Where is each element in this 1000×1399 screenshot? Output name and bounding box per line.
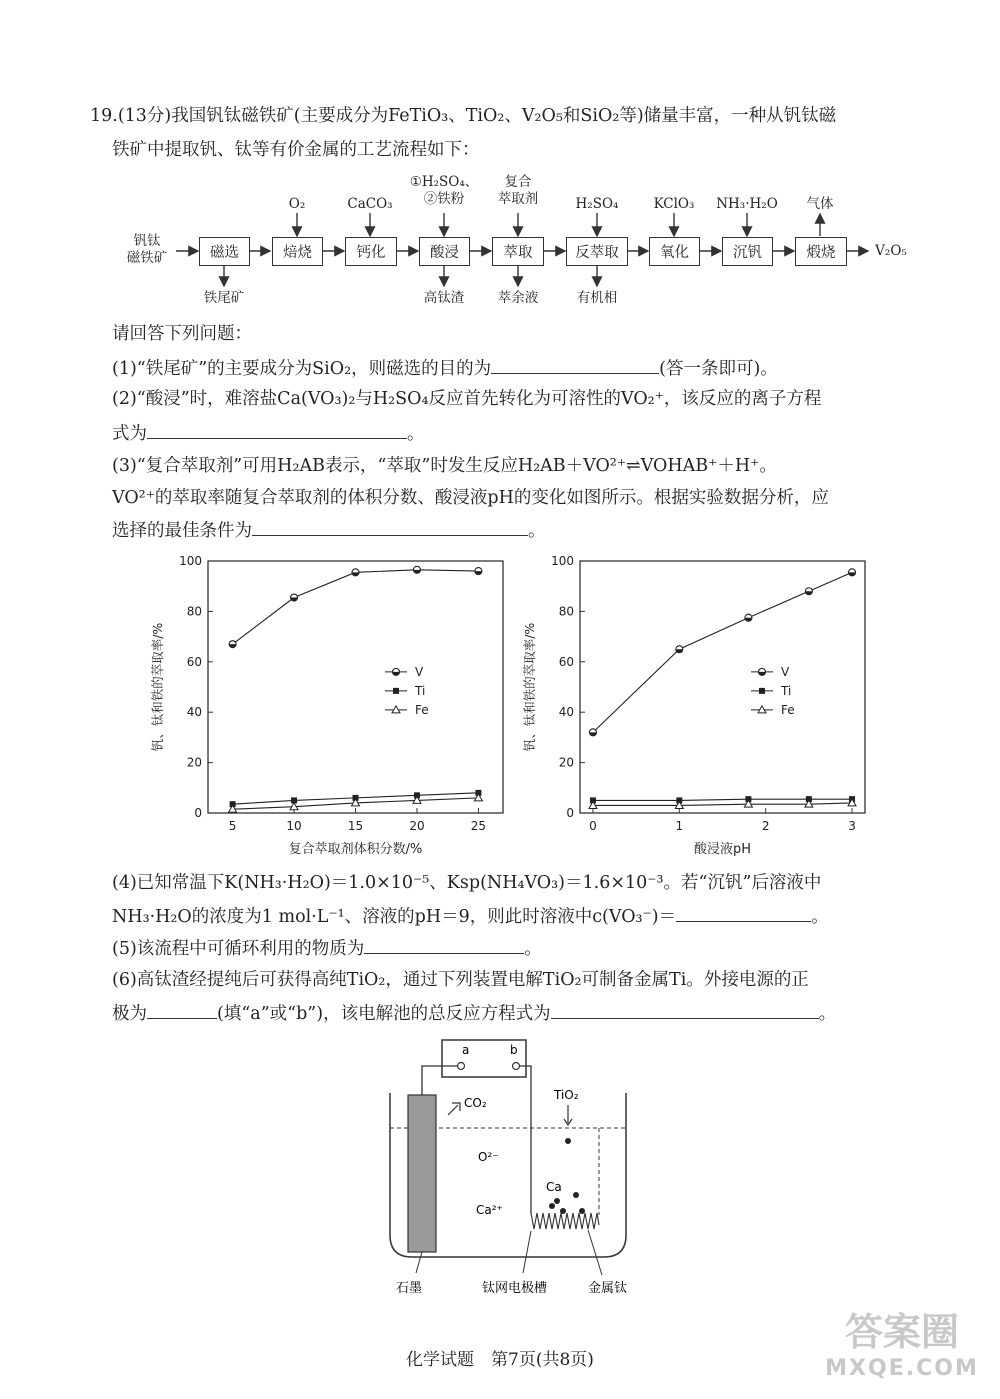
marker-ti [393,688,399,694]
step-calcination: 煅烧 [795,237,847,266]
y-tick-label: 100 [179,554,202,568]
graphite-electrode [408,1095,436,1252]
question-3-line3: 选择的最佳条件为 。 [112,521,546,541]
answer-blank-3[interactable] [252,519,528,536]
flow-arrows [0,0,1000,320]
step-roasting: 焙烧 [272,237,323,266]
question-2-line1: (2)“酸浸”时，难溶盐Ca(VO₃)₂与H₂SO₄反应首先转化为可溶性的VO₂⁺，该反应的离子方程 [112,389,822,409]
x-tick-label: 25 [470,819,487,833]
legend-label: Fe [781,702,795,717]
series-line-ti [593,799,852,800]
question-intro-line2: 铁矿中提取钒、钛等有价金属的工艺流程如下： [112,140,480,160]
particles [549,1138,585,1214]
question-intro-line1: 19.(13分)我国钒钛磁铁矿(主要成分为FeTiO₃、TiO₂、V₂O₅和SiO₂等)储量丰富，一种从钒钛磁 [90,106,837,126]
legend-item-ti [385,684,425,698]
question-5: (5)该流程中可循环利用的物质为 。 [112,939,542,959]
x-tick-label: 5 [228,819,237,833]
input-composite-extractant: 复合 萃取剂 [497,174,539,207]
y-axis-label: 钒、钛和铁的萃取率/% [150,622,165,752]
output-raffinate: 萃余液 [497,290,539,306]
answer-blank-5[interactable] [364,937,524,954]
y-tick-label: 60 [558,654,574,669]
series-v [589,569,855,736]
y-tick-label: 60 [186,654,202,669]
answer-blank-6a[interactable] [147,1002,217,1019]
question-4-line2: NH₃·H₂O的浓度为1 mol·L⁻¹、溶液的pH＝9，则此时溶液中c(VO₃⁻)＝ 。 [112,907,829,927]
legend-item-v [385,665,424,679]
x-tick-label: 1 [675,819,684,833]
raw-material-label: 钒钛 磁铁矿 [126,233,168,266]
legend-item-ti [751,684,791,698]
y-tick-label: 80 [558,604,574,619]
x-tick-label: 0 [589,819,597,833]
series-ti [590,796,855,803]
chart-extractant-volume [140,545,525,865]
series-line-v [593,572,852,732]
question-4-line1: (4)已知常温下K(NH₃·H₂O)＝1.0×10⁻⁵、Ksp(NH₄VO₃)＝1.6×10⁻³。若“沉钒”后溶液中 [112,873,822,893]
co2-label: CO₂ [464,1096,487,1110]
terminal-b [513,1063,520,1070]
series-line-fe [593,803,852,806]
metal-titanium-label: 金属钛 [588,1281,628,1296]
question-3-line1: (3)“复合萃取剂”可用H₂AB表示，“萃取”时发生反应H₂AB＋VO²⁺⇌VOHAB⁺＋H⁺。 [112,456,777,476]
y-tick-label: 80 [186,604,202,619]
x-tick-label: 10 [286,819,302,833]
answer-blank-6b[interactable] [551,1002,819,1019]
step-oxidation: 氧化 [649,237,700,266]
terminal-a [458,1063,465,1070]
electrolysis-apparatus [380,1035,640,1300]
input-caco3: CaCO₃ [347,196,393,212]
calcium-label: Ca [546,1180,562,1194]
output-organic-phase: 有机相 [576,290,618,306]
output-high-titanium-slag: 高钛渣 [423,290,465,306]
step-magnetic-separation: 磁选 [199,237,250,266]
tio2-label: TiO₂ [554,1088,579,1102]
series-line-v [233,570,479,644]
oxide-ion-label: O²⁻ [478,1150,499,1164]
step-acid-leaching: 酸浸 [419,237,470,266]
legend-item-fe [751,703,795,717]
y-tick-label: 40 [558,705,574,720]
output-gas: 气体 [806,196,834,212]
marker-ti [759,688,765,694]
y-tick-label: 0 [566,806,574,820]
question-6-line1: (6)高钛渣经提纯后可获得高纯TiO₂，通过下列装置电解TiO₂可制备金属Ti。外接电源的正 [112,970,809,990]
y-tick-label: 100 [551,554,574,568]
legend-label: V [415,664,424,679]
answer-blank-4[interactable] [676,905,811,922]
series-v [229,566,482,647]
product-v2o5: V₂O₅ [875,243,907,259]
watermark-url: MXQE.COM [825,1356,979,1381]
graphite-label: 石墨 [396,1281,423,1296]
step-extraction: 萃取 [492,237,544,266]
titanium-mesh-label: 钛网电极槽 [482,1281,548,1296]
question-2-line2: 式为 。 [112,424,425,444]
x-axis-label: 酸浸液pH [693,842,752,857]
step-vanadium-precipitation: 沉钒 [722,237,773,266]
input-o2: O₂ [288,196,306,212]
y-tick-label: 0 [194,806,202,820]
calcium-ion-label: Ca²⁺ [476,1203,503,1217]
watermark-logo: 答案圈 [844,1310,959,1354]
output-iron-tailings: 铁尾矿 [203,290,245,306]
page-footer: 化学试题 第7页(共8页) [406,1350,594,1370]
step-back-extraction: 反萃取 [566,237,628,266]
question-3-line2: VO²⁺的萃取率随复合萃取剂的体积分数、酸浸液pH的变化如图所示。根据实验数据分析，应 [112,488,829,508]
legend-label: V [781,664,790,679]
answer-blank-1[interactable] [491,357,659,374]
terminal-a-label: a [462,1043,470,1057]
legend-item-fe [385,703,429,717]
question-6-line2: 极为 (填“a”或“b”)，该电解池的总反应方程式为 。 [112,1004,837,1024]
x-tick-label: 2 [761,819,770,833]
terminal-b-label: b [510,1043,518,1057]
questions-prompt: 请回答下列问题： [112,324,252,344]
question-1: (1)“铁尾矿”的主要成分为SiO₂，则磁选的目的为 (答一条即可)。 [112,359,778,379]
y-tick-label: 40 [186,705,202,720]
legend-label: Ti [415,683,426,698]
input-acid-iron: ①H₂SO₄、 ②铁粉 [409,174,479,207]
x-axis-label: 复合萃取剂体积分数/% [288,842,423,857]
input-kclo3: KClO₃ [653,196,695,212]
input-h2so4: H₂SO₄ [575,196,619,212]
legend-label: Ti [781,683,792,698]
y-tick-label: 20 [186,755,202,770]
x-tick-label: 15 [347,819,364,833]
chart-leach-ph [520,545,880,865]
legend-item-v [751,665,790,679]
legend-label: Fe [415,702,429,717]
input-ammonia: NH₃·H₂O [716,196,778,212]
answer-blank-2[interactable] [147,422,407,439]
x-tick-label: 20 [409,819,425,833]
x-tick-label: 3 [848,819,856,833]
plot-frame [208,561,503,813]
titanium-mesh [531,1213,599,1229]
y-tick-label: 20 [558,755,574,770]
plot-frame [580,561,865,813]
y-axis-label: 钒、钛和铁的萃取率/% [522,622,537,752]
step-calcification: 钙化 [345,237,397,266]
